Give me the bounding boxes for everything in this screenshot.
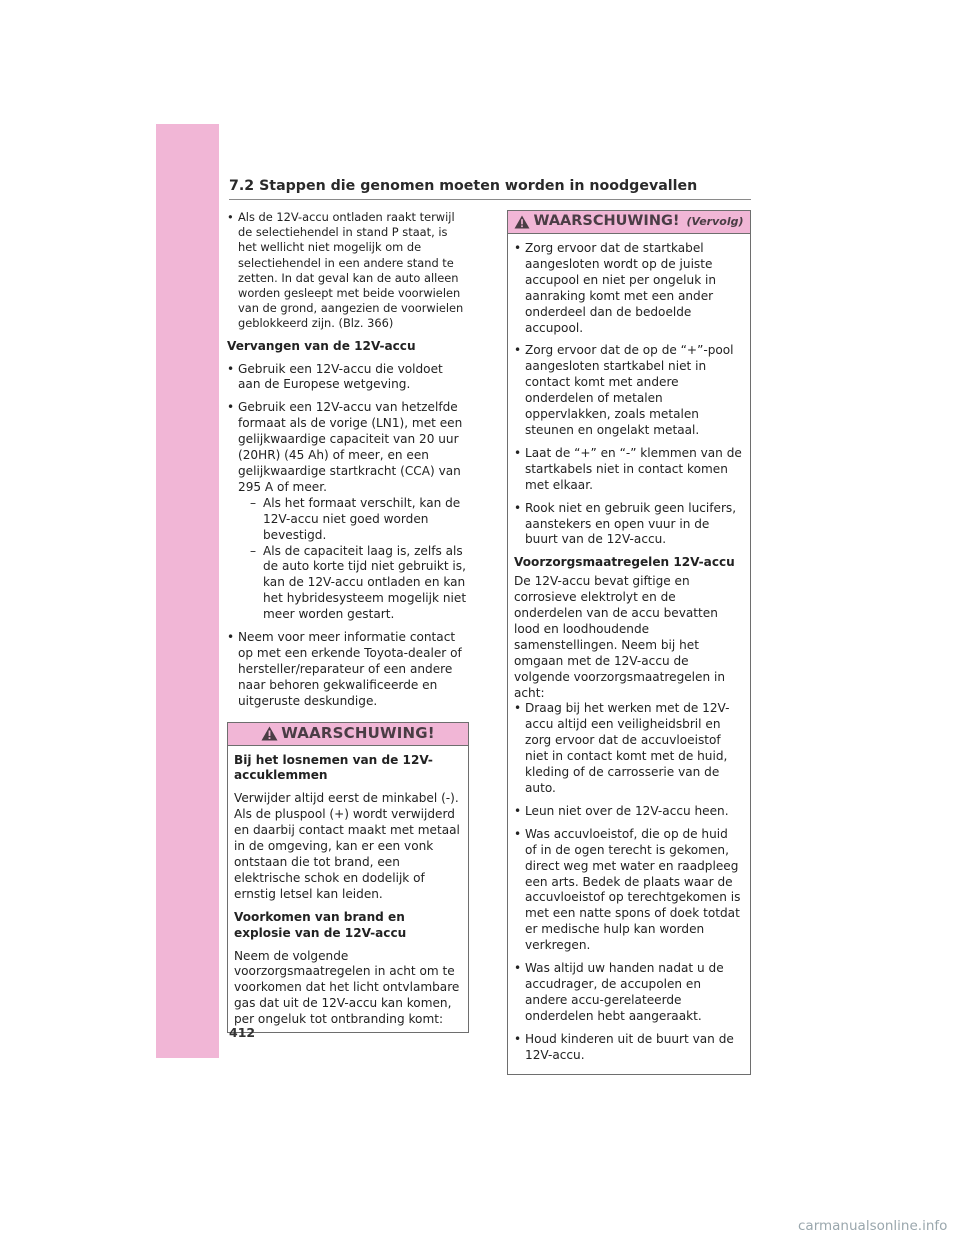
list-item: • Was altijd uw handen nadat u de accudrager, de accupolen en andere accu-gerelateerde onderdelen hebt aangeraakt. (514, 961, 743, 1025)
side-tab (156, 124, 219, 1058)
dash-item: – Als het formaat verschilt, kan de 12V-accu niet goed worden bevestigd. (227, 496, 469, 544)
warning-text: Neem de volgende voorzorgsmaatregelen in acht om te voorkomen dat het licht ontvlambare gas dat uit de 12V-accu kan komen, per ongeluk tot ontbranding komt: (234, 948, 460, 1027)
list-item: • Was accuvloeistof, die op de huid of in de ogen terecht is gekomen, direct weg met water en raadpleeg een arts. Bedek de plaats waar de accuvloeistof op terechtgekomen is met een natte spons of doek totdat er medische hulp kan worden verkregen. (514, 827, 743, 954)
list-item: • Neem voor meer informatie contact op met een erkende Toyota-dealer of hersteller/reparateur of een andere naar behoren gekwalificeerde en uitgeruste deskundige. (227, 630, 469, 710)
warning-heading: Bij het losnemen van de 12V-accuklemmen (234, 752, 433, 783)
warning-header (228, 723, 468, 746)
list-item: • Gebruik een 12V-accu van hetzelfde formaat als de vorige (LN1), met een gelijkwaardige capaciteit van 20 uur (20HR) (45 Ah) of meer, en een gelijkwaardige startkracht (CCA) van 295 A of meer. (227, 400, 469, 495)
warning-body (228, 746, 468, 1033)
warning-heading: Voorzorgsmaatregelen 12V-accu (514, 555, 735, 570)
right-column (507, 210, 751, 1075)
header-rule (229, 199, 751, 200)
continued-label: (Vervolg) (686, 215, 744, 229)
warning-body (508, 234, 750, 1074)
left-column (227, 210, 469, 1033)
warning-header (508, 211, 750, 234)
warning-text: Verwijder altijd eerst de minkabel (-). Als de pluspool (+) wordt verwijderd en daarbij contact maakt met metaal in de omgeving, kan er een vonk ontstaan die tot brand, een elektrische schok en dodelijk of ernstig letsel kan leiden. (234, 791, 460, 901)
warning-box (227, 722, 469, 1034)
bullet-intro: • Als de 12V-accu ontladen raakt terwijl de selectiehendel in stand P staat, is het wellicht niet mogelijk om de selectiehendel in een andere stand te zetten. In dat geval kan de auto alleen worden gesleept met beide voorwielen van de grond, aangezien de voorwielen geblokkeerd zijn. (Blz. 366) (227, 210, 469, 332)
replace-heading: Vervangen van de 12V-accu (227, 338, 416, 353)
list-item: • Laat de “+” en “-” klemmen van de startkabels niet in contact komen met elkaar. (514, 446, 743, 494)
list-item: • Draag bij het werken met de 12V-accu altijd een veiligheidsbril en zorg ervoor dat de accuvloeistof niet in contact komt met de huid, kleding of de carrosserie van de auto. (514, 701, 743, 796)
page-number: 412 (229, 1025, 256, 1040)
warning-title: WAARSCHUWING! (533, 213, 680, 230)
list-item: • Houd kinderen uit de buurt van de 12V-accu. (514, 1032, 743, 1064)
warning-triangle-icon (514, 215, 530, 229)
list-item: • Gebruik een 12V-accu die voldoet aan de Europese wetgeving. (227, 362, 469, 394)
list-item: • Rook niet en gebruik geen lucifers, aanstekers en open vuur in de buurt van de 12V-accu. (514, 501, 743, 549)
list-item: • Zorg ervoor dat de startkabel aangesloten wordt op de juiste accupool en niet per ongeluk in aanraking komt met een ander onderdeel dan de bedoelde accupool. (514, 241, 743, 336)
list-item: • Zorg ervoor dat de op de “+”-pool aangesloten startkabel niet in contact komt met andere onderdelen of metalen oppervlakken, zoals metalen steunen en ongelakt metaal. (514, 343, 743, 438)
section-title: 7.2 Stappen die genomen moeten worden in noodgevallen (229, 178, 698, 194)
warning-box-continued (507, 210, 751, 1075)
dash-item: – Als de capaciteit laag is, zelfs als de auto korte tijd niet gebruikt is, kan de 12V-accu ontladen en kan het hybridesysteem mogelijk niet meer worden gestart. (227, 544, 469, 624)
warning-triangle-icon (261, 726, 278, 741)
list-item: • Leun niet over de 12V-accu heen. (514, 804, 743, 820)
warning-title: WAARSCHUWING! (281, 723, 435, 742)
warning-heading: Voorkomen van brand en explosie van de 12V-accu (234, 909, 407, 940)
watermark: carmanualsonline.info (798, 1218, 948, 1234)
warning-text: De 12V-accu bevat giftige en corrosieve elektrolyt en de onderdelen van de accu bevatten lood en loodhoudende samenstellingen. Neem bij het omgaan met de 12V-accu de volgende voorzorgsmaatregelen in acht: (514, 574, 726, 700)
